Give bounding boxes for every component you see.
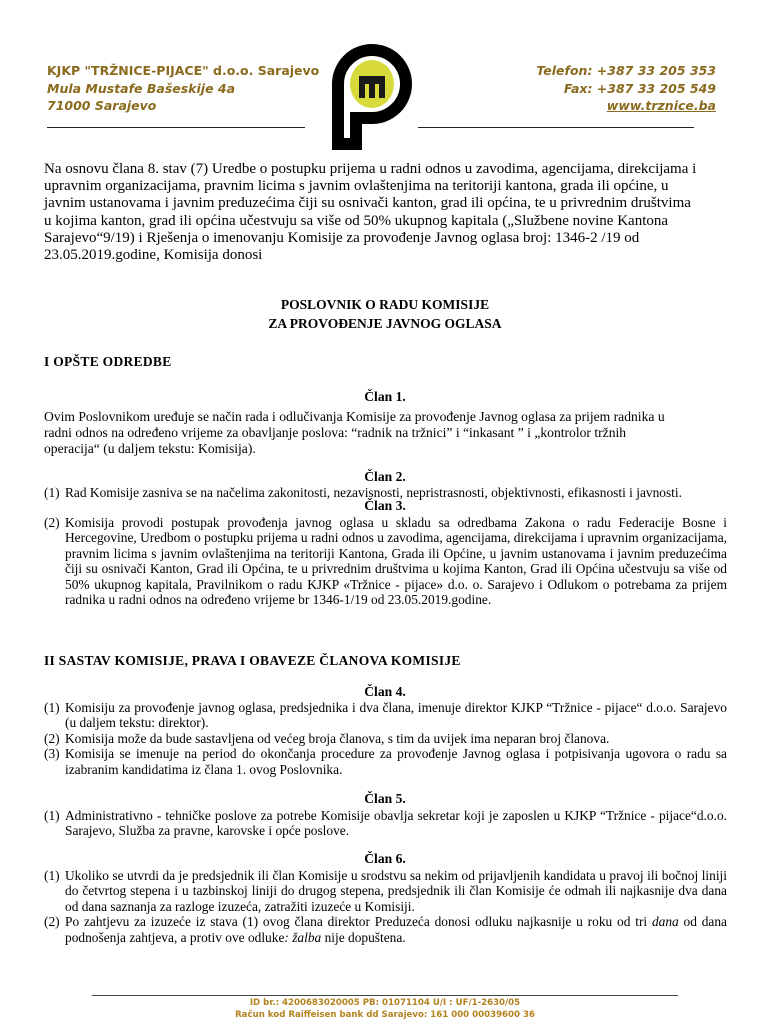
item-text: Rad Komisije zasniva se na načelima zakonitosti, nezavisnosti, nepristrasnosti, objektivnosti, efikasnosti i javnosti. <box>65 485 682 500</box>
item-number: (2) <box>44 914 60 930</box>
item-text: Komisija provodi postupak provođenja javnog oglasa u skladu sa odredbama Zakona o radu Federacije Bosne i Hercegovine, Uredbom o postupku prijema u radni odnos u zavodima, agencijama, direkcijama i upravnim organizacijama, pravnim licima s javnim ovlaštenjima na teritoriji Kantona, Grada ili Općine, u javnim ustanovama i javnim preduzećima čiji su osnivači Kanton, Grad ili Općina, te u privrednim društvima u kojima Kanton, Grad ili Općina učestvuju sa više od 50% ukupnog kapitala, Pravilnikom o radu KJKP «Tržnice - pijace» d.o. o. Sarajevo i Odlukom o potrebama za prijem radnika u radni odnos na određeno vrijeme br 1346-1/19 od 23.05.2019.godine. <box>65 515 727 608</box>
item-text-part: Po zahtjevu za izuzeće iz stava (1) ovog člana direktor Preduzeća donosi odluku najkasnije u roku od tri <box>65 914 652 930</box>
company-name: KJKP "TRŽNICE-PIJACE" d.o.o. Sarajevo <box>47 63 320 78</box>
article-4-label: Član 4. <box>364 684 406 699</box>
article-line: operacija“ (u daljem tekstu: Komisija). <box>44 440 256 456</box>
article-item <box>44 868 727 914</box>
document-title <box>0 295 770 333</box>
item-number: (1) <box>44 808 60 823</box>
title-line-2: ZA PROVOĐENJE JAVNOG OGLASA <box>268 316 502 331</box>
item-number: (1) <box>44 868 60 883</box>
website-link[interactable]: www.trznice.ba <box>606 98 716 113</box>
article-6-label: Član 6. <box>364 851 406 866</box>
header-rule-left <box>47 127 305 128</box>
item-text: Komisija može da bude sastavljena od većeg broja članova, s tim da uvijek ima neparan broj članova. <box>65 730 610 746</box>
article-item <box>44 515 727 607</box>
footer-rule <box>92 995 678 996</box>
article-line: Ovim Poslovnikom uređuje se način rada i odlučivanja Komisije za provođenje Javnog oglasa za prijem radnika u <box>44 409 665 424</box>
footer-bank: Račun kod Raiffeisen bank dd Sarajevo: 161 000 00039600 36 <box>235 1010 535 1020</box>
section-heading-2: II SASTAV KOMISIJE, PRAVA I OBAVEZE ČLANOVA KOMISIJE <box>44 653 461 668</box>
item-number: (2) <box>44 515 60 530</box>
logo-m-mid <box>369 84 375 98</box>
section-heading-1: I OPŠTE ODREDBE <box>44 354 172 369</box>
fax-number: Fax: +387 33 205 549 <box>563 80 716 96</box>
article-item <box>44 746 727 777</box>
phone-number: Telefon: +387 33 205 353 <box>536 63 716 78</box>
intro-line: 23.05.2019.godine, Komisija donosi <box>44 247 263 264</box>
item-number: (1) <box>44 700 60 715</box>
article-item <box>44 731 727 746</box>
intro-line: upravnim organizacijama, pravnim licima s javnim ovlaštenjima na teritoriji kantona, grada ili općine, u <box>44 178 669 195</box>
article-1-label: Član 1. <box>364 389 406 404</box>
item-text-part: od dana podnošenja zahtjeva, a protiv ove odluke <box>65 914 727 945</box>
article-5-label: Član 5. <box>364 791 406 806</box>
logo-m-left <box>359 84 365 98</box>
footer-ids: ID br.: 4200683020005 PB: 01071104 U/I : UF/1-2630/05 <box>249 998 521 1008</box>
item-text-italic: : žalba <box>284 929 322 945</box>
article-1-text <box>44 409 722 456</box>
item-text: Komisiju za provođenje javnog oglasa, predsjednika i dva člana, imenuje direktor KJKP “Tržnice - pijace“ d.o.o. Sarajevo (u daljem tekstu: direktor). <box>65 700 727 731</box>
item-text: Komisija se imenuje na period do okončanja procedure za provođenje Javnog oglasa i potpisivanja ugovora o radu sa izabranim kandidatima iz člana 1. ovog Poslovnika. <box>65 746 727 777</box>
item-number: (2) <box>44 730 60 746</box>
item-text: Administrativno - tehničke poslove za potrebe Komisije obavlja sekretar koji je zaposlen u KJKP “Tržnice - pijace“d.o.o. Sarajevo, Služba za pravne, karovske i opće poslove. <box>65 808 727 839</box>
article-5-items <box>44 808 727 839</box>
article-item <box>44 700 727 731</box>
intro-line: Sarajevo“9/19) i Rješenja o imenovanju Komisije za provođenje Javnog oglasa broj: 1346-2 /19 od <box>44 229 640 246</box>
item-number: (1) <box>44 485 60 500</box>
intro-line: Na osnovu člana 8. stav (7) Uredbe o postupku prijema u radni odnos u zavodima, agencijama, direkcijama i <box>44 161 697 177</box>
logo-m-top <box>359 76 385 84</box>
article-4-items <box>44 700 727 777</box>
title-line-1: POSLOVNIK O RADU KOMISIJE <box>280 297 490 312</box>
logo-m-right <box>379 84 385 98</box>
item-text: Ukoliko se utvrdi da je predsjednik ili član Komisije u srodstvu sa nekim od prijavljenih kandidata u pravoj ili bočnoj liniji do četvrtog stepena i u tazbinskoj liniji do drugog stepena, predsjednik ili član Komisije će odmah ili najkasnije dva dana od dana saznanja za razloge izuzeća, zatražiti izuzeće u Komisiji. <box>65 868 727 914</box>
letterhead-contact <box>536 62 716 115</box>
header-rule-right <box>418 127 694 128</box>
company-city: 71000 Sarajevo <box>47 98 157 113</box>
intro-line: javnim ustanovama i javnim preduzećima čiji su osnivači kanton, grad ili općina, te u privrednim društvima <box>44 195 691 212</box>
article-3-label: Član 3. <box>364 498 406 513</box>
item-number: (3) <box>44 746 60 762</box>
article-item <box>44 914 727 945</box>
intro-line: u kojima kanton, grad ili općina učestvuju sa više od 50% ukupnog kapitala („Službene novine Kantona <box>44 212 669 229</box>
article-6-items <box>44 868 727 945</box>
item-text-part: nije dopuštena. <box>321 929 406 945</box>
article-3-items <box>44 515 727 607</box>
company-logo <box>318 24 428 164</box>
intro-paragraph <box>44 161 734 264</box>
article-2-label: Član 2. <box>364 469 406 484</box>
article-item <box>44 808 727 839</box>
letterhead-address <box>47 62 319 115</box>
company-street: Mula Mustafe Bašeskije 4a <box>47 80 236 96</box>
item-text-italic: dana <box>651 914 679 930</box>
article-line: radni odnos na određeno vrijeme za obavljanje poslova: “radnik na tržnici” i “inkasant ” i „kontrolor tržnih <box>44 424 627 440</box>
